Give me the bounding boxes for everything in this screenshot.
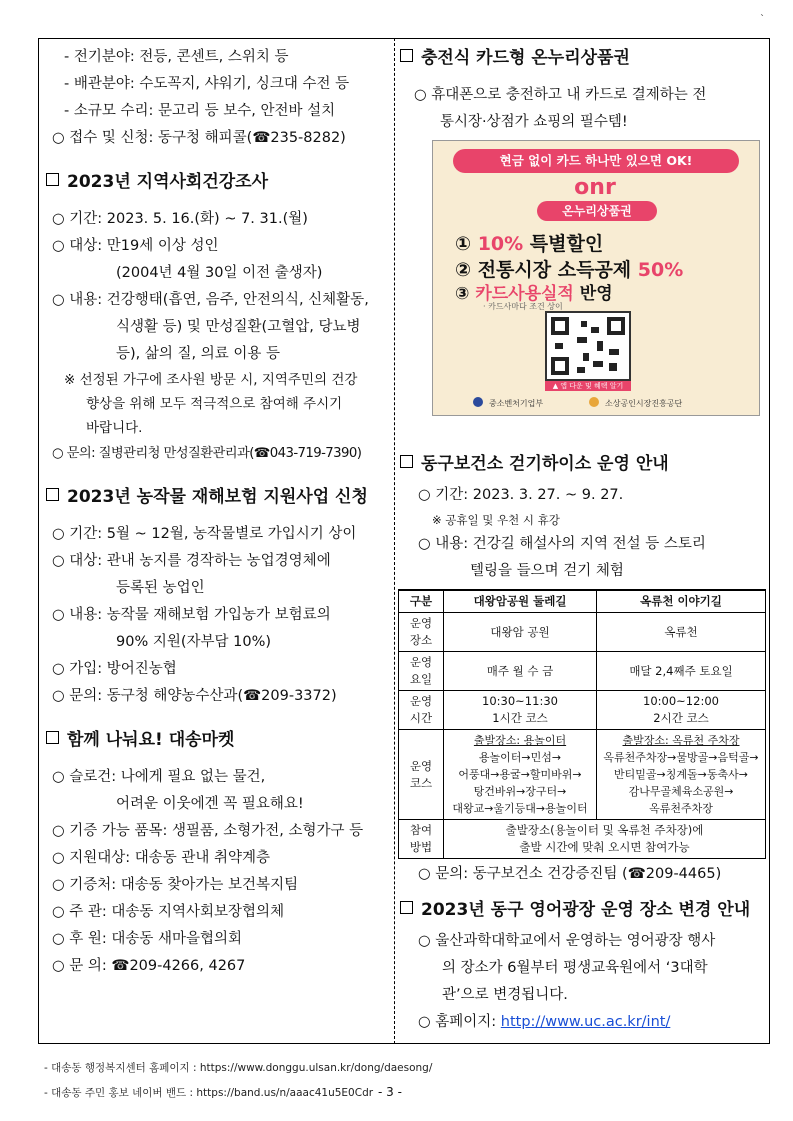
table-cell: 매달 2,4째주 토요일 bbox=[597, 652, 766, 691]
org-mss: 중소벤처기업부 bbox=[473, 397, 543, 409]
survey-content-3: 등), 삶의 질, 의료 이용 등 bbox=[116, 346, 280, 362]
insurance-target: ○ 대상: 관내 농지를 경작하는 농업경영체에 bbox=[52, 553, 331, 569]
table-cell: 10:00~12:00 2시간 코스 bbox=[597, 691, 766, 730]
qr-caption: ▲ 앱 다운 및 혜택 알기 bbox=[545, 381, 631, 391]
market-host: ○ 주 관: 대송동 지역사회보장협의체 bbox=[52, 904, 285, 920]
table-row bbox=[399, 652, 766, 691]
checkbox-square-icon bbox=[400, 901, 413, 914]
list-item: - 전기분야: 전등, 콘센트, 스위치 등 bbox=[64, 49, 289, 65]
survey-content-2: 식생활 등) 및 만성질환(고혈압, 당뇨병 bbox=[116, 319, 361, 335]
walk-period: ○ 기간: 2023. 3. 27. ~ 9. 27. bbox=[418, 487, 624, 503]
insurance-target-2: 등록된 농업인 bbox=[116, 580, 205, 596]
walk-content-2: 텔링을 들으며 걷기 체험 bbox=[470, 563, 624, 579]
onnuri-desc: ○ 휴대폰으로 충전하고 내 카드로 결제하는 전 bbox=[414, 87, 707, 103]
walk-inquiry: ○ 문의: 동구보건소 건강증진팀 (☎209-4465) bbox=[418, 866, 722, 882]
insurance-period: ○ 기간: 5월 ~ 12월, 농작물별로 가입시기 상이 bbox=[52, 526, 357, 542]
table-cell: 출발장소: 용놀이터 용놀이터→민섬→ 어풍대→용굴→할미바위→ 탕건바위→장구터→ 대왕교→울기등대→용놀이터 bbox=[444, 730, 597, 820]
market-slogan: ○ 슬로건: 나에게 필요 없는 물건, bbox=[52, 769, 266, 785]
survey-note-3: 바랍니다. bbox=[86, 420, 143, 436]
onnuri-desc-2: 통시장·상점가 쇼핑의 필수템! bbox=[440, 114, 628, 130]
footer-band: - 대송동 주민 홍보 네이버 밴드 : https://band.us/n/aaac41u5E0Cdr bbox=[44, 1087, 374, 1099]
right-column bbox=[398, 44, 766, 1036]
survey-note: ※ 선정된 가구에 조사원 방문 시, 지역주민의 건강 bbox=[64, 372, 358, 388]
repair-contact: ○ 접수 및 신청: 동구청 해피콜(☎235-8282) bbox=[52, 130, 346, 146]
onnuri-card-image bbox=[432, 140, 760, 416]
qr-code-icon bbox=[545, 311, 631, 381]
table-row bbox=[399, 613, 766, 652]
walk-heading: 동구보건소 걷기하이소 운영 안내 bbox=[398, 450, 766, 478]
table-cell: 출발장소: 옥류천 주차장 옥류천주차장→물방골→음턱골→ 반티밑골→칭계돌→동축사→ 감나무골체육소공원→ 옥류천주차장 bbox=[597, 730, 766, 820]
row-label: 운영 시간 bbox=[399, 691, 444, 730]
survey-note-2: 향상을 위해 모두 적극적으로 참여해 주시기 bbox=[86, 396, 343, 412]
table-cell: 옥류천 bbox=[597, 613, 766, 652]
column-divider bbox=[394, 38, 395, 1044]
table-header-row bbox=[399, 590, 766, 613]
checkbox-square-icon bbox=[400, 455, 413, 468]
table-cell: 매주 월 수 금 bbox=[444, 652, 597, 691]
walk-schedule-table bbox=[398, 589, 766, 859]
survey-content: ○ 내용: 건강행태(흡연, 음주, 안전의식, 신체활동, bbox=[52, 292, 369, 308]
card-banner: 현금 없이 카드 하나만 있으면 OK! bbox=[453, 149, 739, 173]
insurance-inquiry: ○ 문의: 동구청 해양농수산과(☎209-3372) bbox=[52, 688, 337, 704]
survey-inquiry: ○ 문의: 질병관리청 만성질환관리과(☎043-719-7390) bbox=[52, 446, 362, 461]
checkbox-square-icon bbox=[46, 488, 59, 501]
table-row bbox=[399, 730, 766, 820]
card-benefit-2: ② 전통시장 소득공제 50% bbox=[455, 259, 684, 281]
market-slogan-2: 어려운 이웃에겐 꼭 필요해요! bbox=[116, 796, 304, 812]
list-item: - 배관분야: 수도꼭지, 샤워기, 싱크대 수전 등 bbox=[64, 76, 350, 92]
checkbox-square-icon bbox=[46, 731, 59, 744]
card-benefit-1: ① 10% 특별할인 bbox=[455, 233, 604, 255]
checkbox-square-icon bbox=[46, 173, 59, 186]
onnuri-logo-icon: onr bbox=[574, 175, 616, 200]
card-pill: 온누리상품권 bbox=[537, 201, 657, 221]
table-row bbox=[399, 691, 766, 730]
semas-emblem-icon bbox=[589, 397, 599, 407]
market-target: ○ 지원대상: 대송동 관내 취약계층 bbox=[52, 850, 271, 866]
english-homepage: ○ 홈페이지: http://www.uc.ac.kr/int/ bbox=[418, 1014, 671, 1030]
checkbox-square-icon bbox=[400, 49, 413, 62]
survey-target: ○ 대상: 만19세 이상 성인 bbox=[52, 238, 219, 254]
row-label: 운영 코스 bbox=[399, 730, 444, 820]
org-semas: 소상공인시장진흥공단 bbox=[589, 397, 682, 409]
card-benefit-3: ③ 카드사용실적 반영 bbox=[455, 284, 613, 304]
survey-heading: 2023년 지역사회건강조사 bbox=[44, 168, 388, 196]
english-desc-2: 의 장소가 6월부터 평생교육원에서 ‘3대학 bbox=[442, 960, 708, 976]
card-fine-print: · 카드사마다 조건 상이 bbox=[483, 302, 563, 311]
insurance-heading: 2023년 농작물 재해보험 지원사업 신청 bbox=[44, 483, 388, 511]
row-label: 운영 장소 bbox=[399, 613, 444, 652]
page-number: - 3 - bbox=[378, 1085, 402, 1099]
table-header: 옥류천 이야기길 bbox=[597, 590, 766, 613]
market-contact: ○ 문 의: ☎209-4266, 4267 bbox=[52, 958, 246, 974]
market-items: ○ 기증 가능 품목: 생필품, 소형가전, 소형가구 등 bbox=[52, 823, 364, 839]
walk-holiday: ※ 공휴일 및 우천 시 휴강 bbox=[432, 513, 560, 527]
table-row bbox=[399, 820, 766, 859]
table-cell: 대왕암 공원 bbox=[444, 613, 597, 652]
insurance-content-2: 90% 지원(자부담 10%) bbox=[116, 634, 272, 650]
market-heading: 함께 나눠요! 대송마켓 bbox=[44, 726, 388, 754]
table-cell: 10:30~11:30 1시간 코스 bbox=[444, 691, 597, 730]
onnuri-heading: 충전식 카드형 온누리상품권 bbox=[398, 44, 766, 72]
english-heading: 2023년 동구 영어광장 운영 장소 변경 안내 bbox=[398, 896, 766, 924]
mss-emblem-icon bbox=[473, 397, 483, 407]
table-header: 구분 bbox=[399, 590, 444, 613]
insurance-content: ○ 내용: 농작물 재해보험 가입농가 보험료의 bbox=[52, 607, 331, 623]
survey-period: ○ 기간: 2023. 5. 16.(화) ~ 7. 31.(월) bbox=[52, 211, 308, 227]
english-desc: ○ 울산과학대학교에서 운영하는 영어광장 행사 bbox=[418, 933, 716, 949]
footer-homepage: - 대송동 행정복지센터 홈페이지 : https://www.donggu.ulsan.kr/dong/daesong/ bbox=[44, 1062, 433, 1074]
table-header: 대왕암공원 둘레길 bbox=[444, 590, 597, 613]
list-item: - 소규모 수리: 문고리 등 보수, 안전바 설치 bbox=[64, 103, 336, 119]
table-cell: 출발장소(용놀이터 및 옥류천 주차장)에 출발 시간에 맞춰 오시면 참여가능 bbox=[444, 820, 766, 859]
market-donate: ○ 기증처: 대송동 찾아가는 보건복지팀 bbox=[52, 877, 299, 893]
survey-target-sub: (2004년 4월 30일 이전 출생자) bbox=[116, 265, 323, 281]
left-column bbox=[44, 44, 388, 980]
row-label: 참여 방법 bbox=[399, 820, 444, 859]
row-label: 운영 요일 bbox=[399, 652, 444, 691]
insurance-join: ○ 가입: 방어진농협 bbox=[52, 661, 177, 677]
corner-mark: ` bbox=[760, 14, 765, 25]
market-sponsor: ○ 후 원: 대송동 새마을협의회 bbox=[52, 931, 243, 947]
homepage-link[interactable]: http://www.uc.ac.kr/int/ bbox=[500, 1014, 671, 1030]
english-desc-3: 관’으로 변경됩니다. bbox=[442, 987, 568, 1003]
walk-content: ○ 내용: 건강길 해설사의 지역 전설 등 스토리 bbox=[418, 536, 706, 552]
